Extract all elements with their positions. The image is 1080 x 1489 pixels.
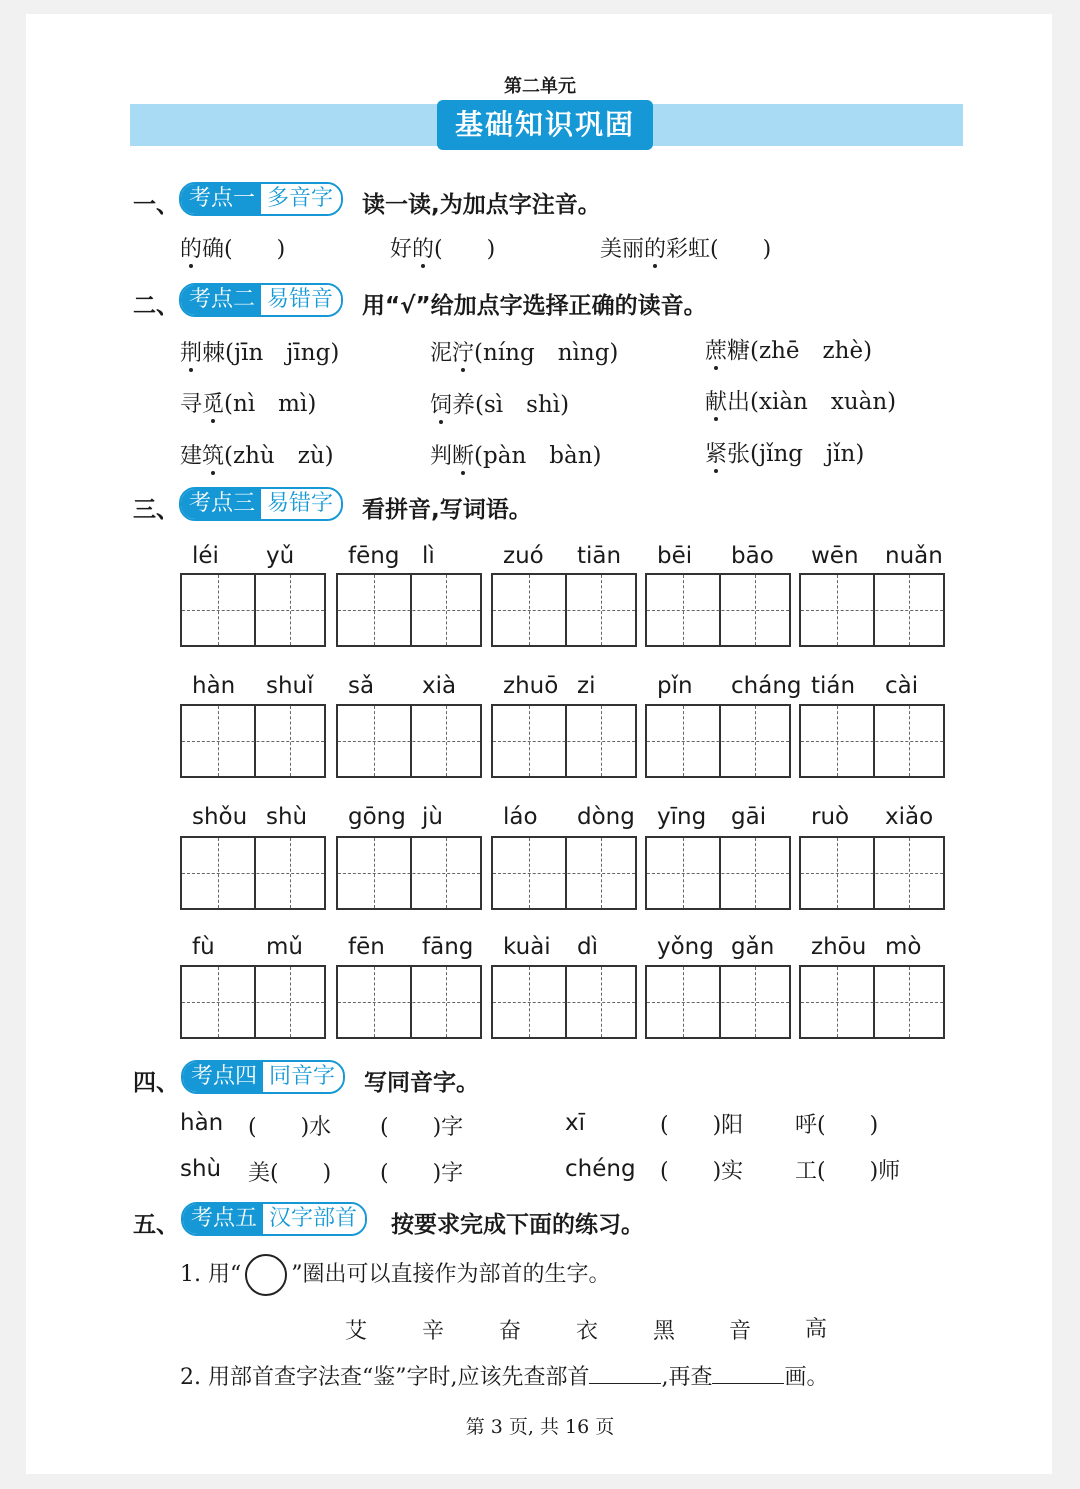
s4-blank-word: ( )字 (380, 1115, 464, 1140)
s1-item: 的确( ) (180, 237, 286, 262)
pinyin-label: fēn (348, 934, 385, 960)
pinyin-label: yīng (657, 804, 707, 830)
answer-blank[interactable] (712, 1383, 784, 1384)
s5-tag-topic: 汉字部首 (263, 1204, 365, 1234)
s2-item: 蔗糖(zhē zhè) (705, 338, 873, 364)
s5-tag-label: 考点五 (183, 1204, 263, 1234)
pinyin-label: fēng (348, 543, 400, 569)
s4-stem: 写同音字。 (364, 1070, 479, 1096)
pinyin-label: hàn (192, 673, 236, 699)
pinyin-label: cháng (731, 673, 802, 699)
writing-grid[interactable] (336, 965, 482, 1039)
s4-tag-topic: 同音字 (263, 1062, 343, 1092)
pinyin-label: gāi (731, 804, 767, 830)
writing-grid[interactable] (645, 573, 791, 647)
s3-tag (179, 487, 343, 521)
s1-tag-topic: 多音字 (261, 184, 341, 214)
pinyin-label: fù (192, 934, 215, 960)
s2-item: 泥泞(níng nìng) (430, 340, 619, 366)
writing-grid[interactable] (645, 704, 791, 778)
s2-item: 寻觅(nì mì) (180, 391, 317, 417)
s2-tag (179, 283, 343, 317)
pinyin-label: xià (422, 673, 457, 699)
writing-grid[interactable] (491, 836, 637, 910)
s2-item: 荆棘(jīn jīng) (180, 340, 340, 366)
section-banner: 基础知识巩固 (437, 100, 653, 150)
pinyin-label: mò (885, 934, 922, 960)
s3-tag-topic: 易错字 (261, 489, 341, 519)
s4-tag-label: 考点四 (183, 1062, 263, 1092)
s1-number: 一、 (133, 192, 179, 218)
pinyin-label: sǎ (348, 673, 375, 699)
s5-char: 辛 (422, 1319, 445, 1344)
s1-tag-label: 考点一 (181, 184, 261, 214)
pinyin-label: pǐn (657, 673, 693, 699)
writing-grid[interactable] (799, 965, 945, 1039)
pinyin-label: shù (266, 804, 308, 830)
pinyin-label: jù (422, 804, 443, 830)
s2-item: 献出(xiàn xuàn) (705, 389, 897, 415)
s4-blank-word: 工( )师 (795, 1159, 901, 1184)
pinyin-label: bēi (657, 543, 693, 569)
pinyin-label: zi (577, 673, 596, 699)
s4-pinyin: xī (565, 1110, 586, 1136)
s2-stem: 用“√”给加点字选择正确的读音。 (362, 293, 707, 319)
pinyin-label: mǔ (266, 934, 303, 960)
s3-number: 三、 (133, 497, 179, 523)
pinyin-label: zhōu (811, 934, 867, 960)
writing-grid[interactable] (336, 573, 482, 647)
writing-grid[interactable] (336, 836, 482, 910)
s2-item: 判断(pàn bàn) (430, 443, 602, 469)
pinyin-label: yǒng (657, 934, 714, 960)
s5-number: 五、 (133, 1212, 179, 1238)
writing-grid[interactable] (180, 965, 326, 1039)
s3-tag-label: 考点三 (181, 489, 261, 519)
s4-blank-word: 呼( ) (795, 1113, 879, 1138)
pinyin-label: yǔ (266, 543, 295, 569)
pinyin-label: zuó (503, 543, 544, 569)
s2-item: 紧张(jǐng jǐn) (705, 441, 865, 467)
writing-grid[interactable] (799, 704, 945, 778)
s5-question-2: 2. 用部首查字法查“鉴”字时,应该先查部首 ,再查 画。 (180, 1365, 829, 1390)
pinyin-label: nuǎn (885, 543, 943, 569)
pinyin-label: kuài (503, 934, 551, 960)
circle-symbol (245, 1254, 287, 1296)
pinyin-label: cài (885, 673, 919, 699)
pinyin-label: láo (503, 804, 538, 830)
writing-grid[interactable] (799, 573, 945, 647)
pinyin-label: lì (422, 543, 435, 569)
s5-char: 黑 (653, 1319, 676, 1344)
pinyin-label: ruò (811, 804, 850, 830)
writing-grid[interactable] (645, 836, 791, 910)
pinyin-label: dòng (577, 804, 635, 830)
s4-blank-word: ( )字 (380, 1161, 464, 1186)
s2-tag-topic: 易错音 (261, 285, 341, 315)
s4-pinyin: shù (180, 1156, 222, 1182)
pinyin-label: dì (577, 934, 598, 960)
pinyin-label: tián (811, 673, 856, 699)
s2-item: 饲养(sì shì) (430, 392, 570, 418)
pinyin-label: gōng (348, 804, 406, 830)
writing-grid[interactable] (336, 704, 482, 778)
s5-question-1: 1. 用“ ”圈出可以直接作为部首的生字。 (180, 1254, 610, 1296)
writing-grid[interactable] (799, 836, 945, 910)
s5-char: 音 (729, 1319, 752, 1344)
s4-pinyin: hàn (180, 1110, 224, 1136)
pinyin-label: gǎn (731, 934, 775, 960)
writing-grid[interactable] (180, 704, 326, 778)
s1-tag (179, 182, 343, 216)
pinyin-label: bāo (731, 543, 774, 569)
s5-char: 衣 (576, 1319, 599, 1344)
writing-grid[interactable] (180, 836, 326, 910)
writing-grid[interactable] (180, 573, 326, 647)
s4-tag (181, 1060, 345, 1094)
s1-item: 好的( ) (390, 237, 496, 262)
unit-title: 第二单元 (504, 76, 576, 97)
s2-number: 二、 (133, 293, 179, 319)
pinyin-label: shuǐ (266, 673, 314, 699)
s2-tag-label: 考点二 (181, 285, 261, 315)
s4-blank-word: 美( ) (248, 1161, 332, 1186)
s5-tag (181, 1202, 367, 1236)
s5-char: 奋 (499, 1319, 522, 1344)
s1-item: 美丽的彩虹( ) (600, 237, 772, 262)
writing-grid[interactable] (491, 573, 637, 647)
s4-blank-word: ( )水 (248, 1115, 332, 1140)
page-footer: 第 3 页, 共 16 页 (465, 1416, 615, 1438)
s4-number: 四、 (133, 1070, 179, 1096)
s5-stem: 按要求完成下面的练习。 (391, 1212, 644, 1238)
pinyin-label: fāng (422, 934, 474, 960)
pinyin-label: xiǎo (885, 804, 934, 830)
answer-blank[interactable] (589, 1383, 661, 1384)
writing-grid[interactable] (645, 965, 791, 1039)
s4-blank-word: ( )实 (660, 1159, 744, 1184)
s1-stem: 读一读,为加点字注音。 (362, 192, 601, 218)
pinyin-label: wēn (811, 543, 859, 569)
writing-grid[interactable] (491, 704, 637, 778)
s5-char: 高 (805, 1317, 828, 1342)
s4-blank-word: ( )阳 (660, 1113, 744, 1138)
s4-pinyin: chéng (565, 1156, 636, 1182)
s2-item: 建筑(zhù zù) (180, 443, 334, 469)
s3-stem: 看拼音,写词语。 (362, 497, 532, 523)
pinyin-label: shǒu (192, 804, 248, 830)
writing-grid[interactable] (491, 965, 637, 1039)
pinyin-label: léi (192, 543, 219, 569)
pinyin-label: zhuō (503, 673, 559, 699)
s5-char: 艾 (345, 1319, 368, 1344)
pinyin-label: tiān (577, 543, 622, 569)
